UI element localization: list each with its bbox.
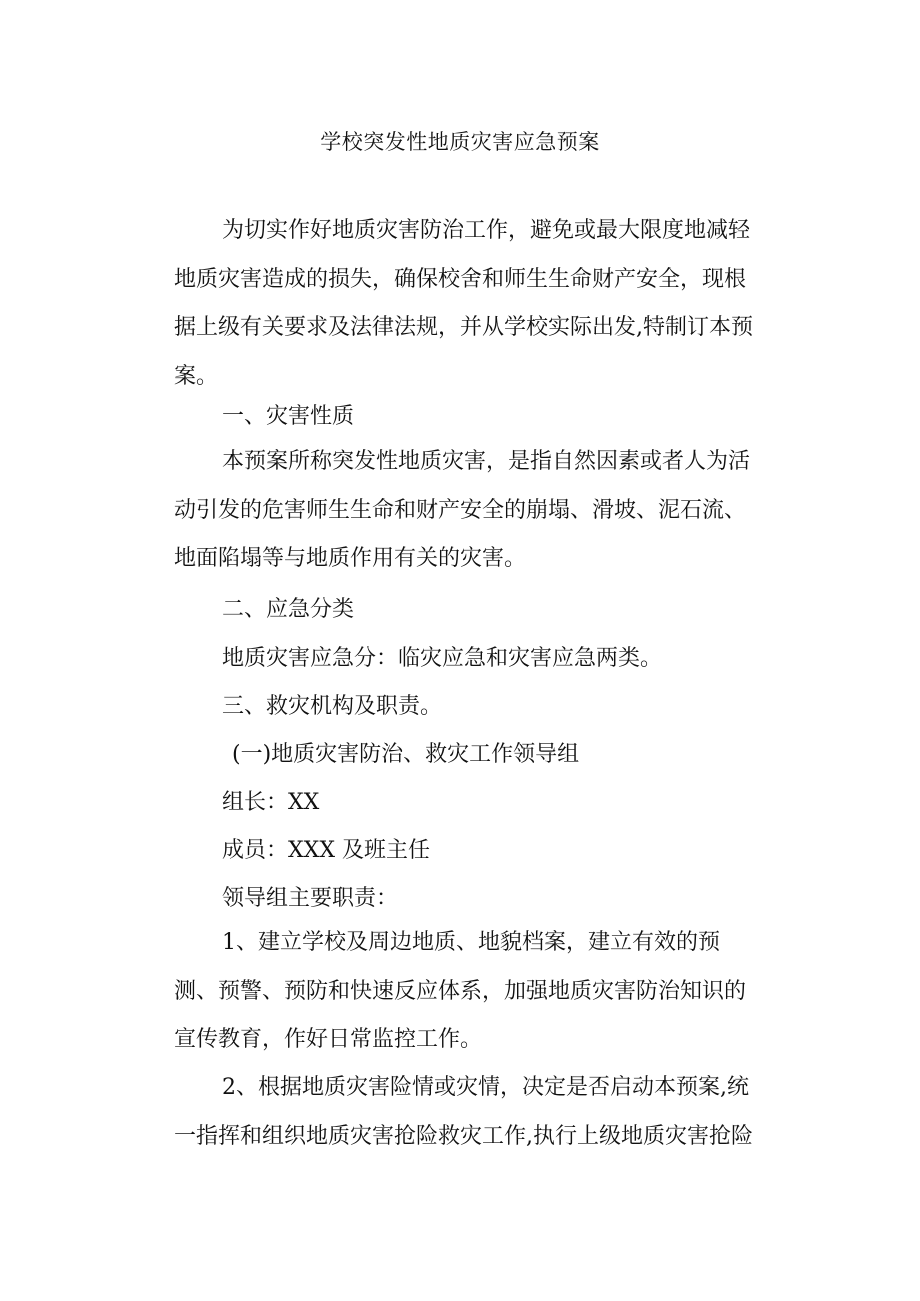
section-heading-organization: 三、救灾机构及职责。 [222,694,443,719]
leader-line: 组长：XX [222,790,320,815]
subsection-heading-leadership-group: (一)地质灾害防治、救灾工作领导组 [232,742,580,767]
intro-paragraph: 为切实作好地质灾害防治工作，避免或最大限度地减轻地质灾害造成的损失，确保校舍和师生生命财产安全，现根据上级有关要求及法律法规，并从学校实际出发,特制订本预案。 [174,218,753,389]
duty-item-1: 1、建立学校及周边地质、地貌档案，建立有效的预测、预警、预防和快速反应体系，加强地质灾害防治知识的宣传教育，作好日常监控工作。 [174,930,747,1052]
section-heading-nature: 一、灾害性质 [222,404,355,429]
section-heading-classification: 二、应急分类 [222,597,355,622]
duties-heading: 领导组主要职责： [222,886,399,911]
document-title: 学校突发性地质灾害应急预案 [320,130,600,154]
duty-item-2: 2、根据地质灾害险情或灾情，决定是否启动本预案,统一指挥和组织地质灾害抢险救灾工作,执行上级地质灾害抢险 [174,1075,753,1149]
section-body-classification: 地质灾害应急分：临灾应急和灾害应急两类。 [222,646,663,671]
members-line: 成员：XXX 及班主任 [222,838,430,863]
section-body-nature: 本预案所称突发性地质灾害，是指自然因素或者人为活动引发的危害师生生命和财产安全的崩塌、滑坡、泥石流、地面陷塌等与地质作用有关的灾害。 [174,449,751,571]
